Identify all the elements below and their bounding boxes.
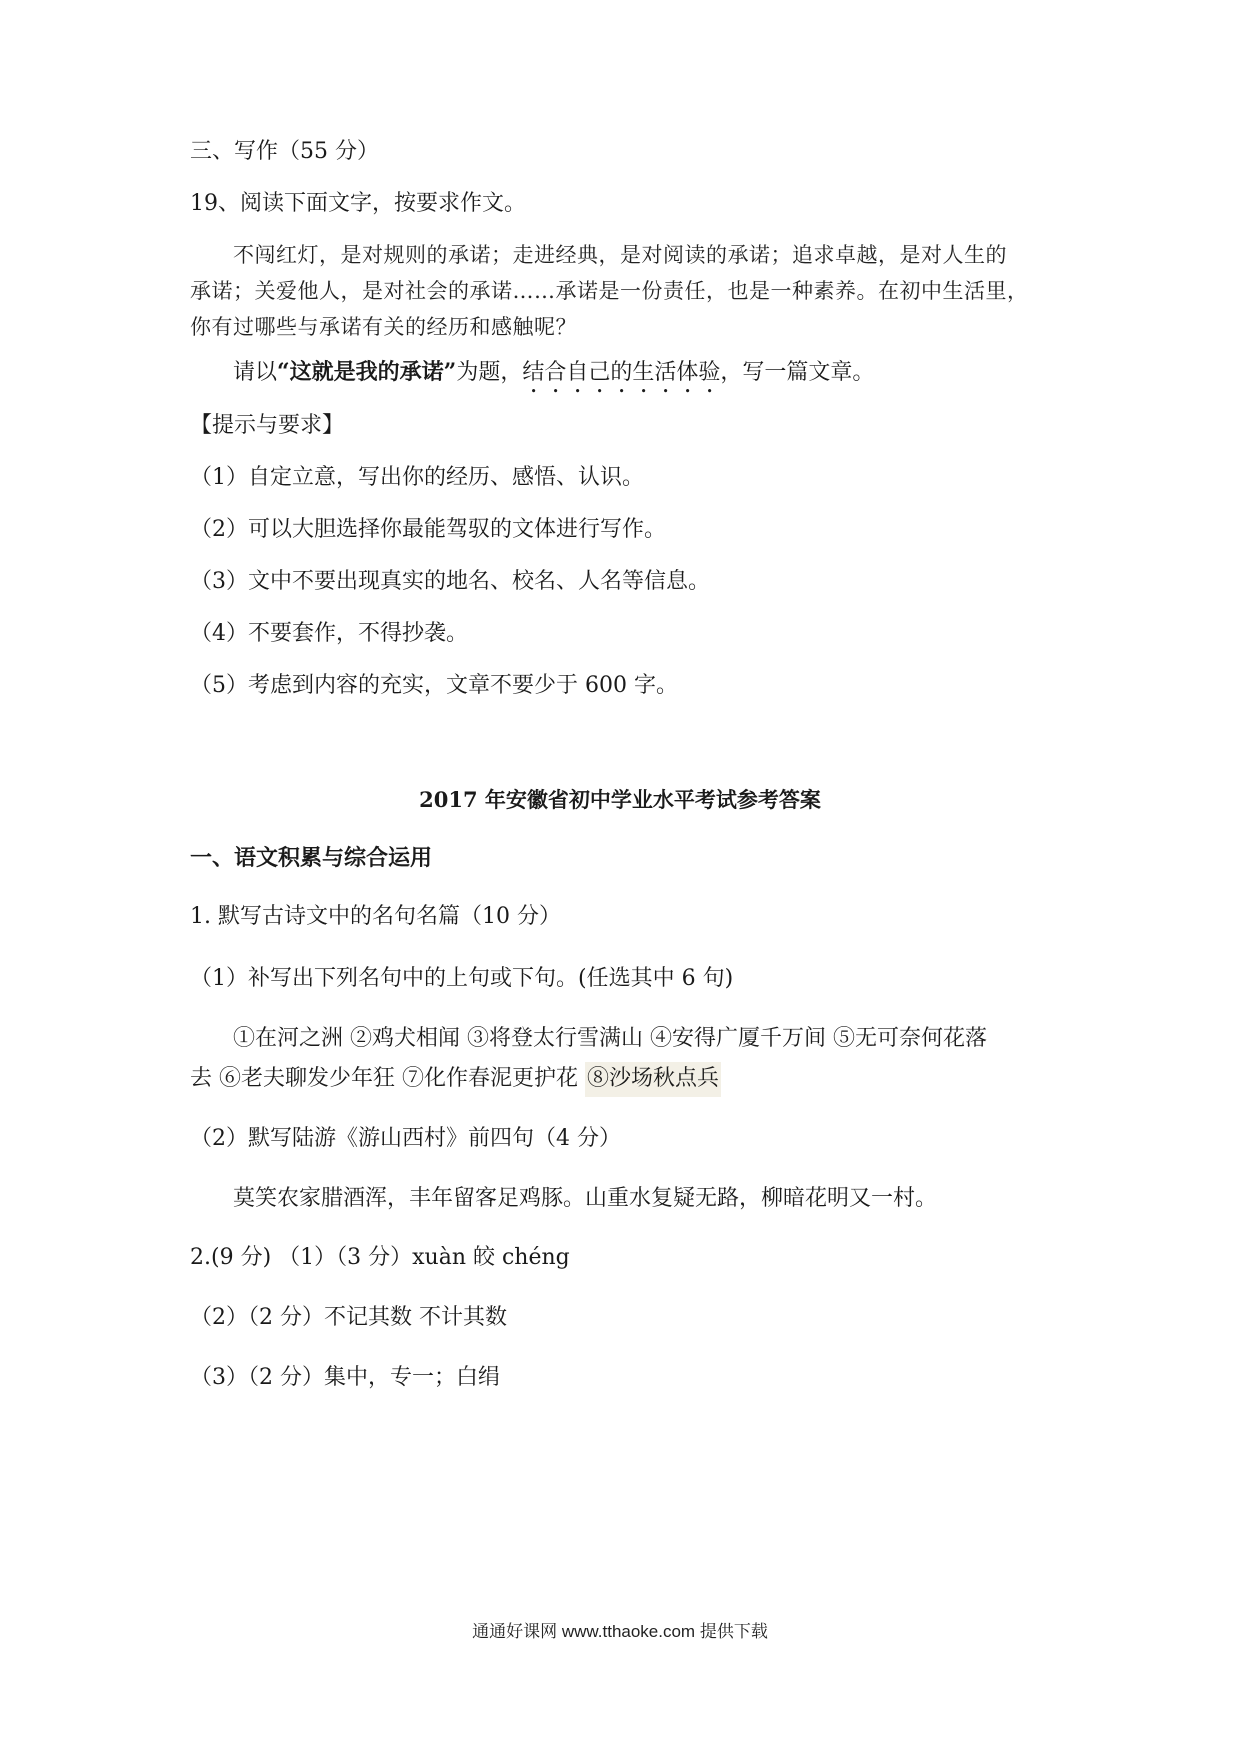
- prompt-line-2: 承诺；关爱他人，是对社会的承诺……承诺是一份责任，也是一种素养。在初中生活里，: [190, 279, 1029, 303]
- hint-item: （4）不要套作，不得抄袭。: [190, 621, 468, 646]
- hint-item: （1）自定立意，写出你的经历、感悟、认识。: [190, 465, 644, 490]
- q1-sub2-answer: 莫笑农家腊酒浑，丰年留客足鸡豚。山重水复疑无路，柳暗花明又一村。: [233, 1186, 938, 1211]
- writing-task: [233, 357, 874, 398]
- q1-sub2: （2）默写陆游《游山西村》前四句（4 分）: [190, 1126, 621, 1151]
- q1-sub1: （1）补写出下列名句中的上句或下句。(任选其中 6 句): [190, 966, 734, 991]
- task-title: “这就是我的承诺”: [277, 359, 457, 385]
- q1-title: 1. 默写古诗文中的名句名篇（10 分）: [190, 904, 561, 929]
- hints-title: 【提示与要求】: [190, 413, 345, 438]
- answers-title: 2017 年安徽省初中学业水平考试参考答案: [419, 787, 821, 812]
- task-mid: 为题，: [456, 360, 523, 385]
- q2-line-3: （3）（2 分）集中，专一；白绢: [190, 1365, 500, 1390]
- task-prefix: 请以: [233, 360, 278, 385]
- task-emphasis: 结合自己的生活体验: [522, 360, 721, 385]
- prompt-line-3: 你有过哪些与承诺有关的经历和感触呢？: [190, 315, 577, 339]
- answers-section-1: 一、语文积累与综合运用: [190, 845, 433, 871]
- q1-answer-line-1: ①在河之洲 ②鸡犬相闻 ③将登太行雪满山 ④安得广厦千万间 ⑤无可奈何花落: [233, 1026, 987, 1051]
- q2-line-2: （2）（2 分）不记其数 不计其数: [190, 1305, 507, 1330]
- q1-answer-highlight: ⑧沙场秋点兵: [585, 1062, 721, 1097]
- task-suffix: ，写一篇文章。: [720, 360, 875, 385]
- hint-item: （5）考虑到内容的充实，文章不要少于 600 字。: [190, 673, 678, 698]
- writing-section-title: 三、写作（55 分）: [190, 139, 379, 164]
- q1-answer-line-2: [190, 1064, 721, 1094]
- question-19: 19、阅读下面文字，按要求作文。: [190, 191, 526, 216]
- q2-line-1: 2.(9 分) （1）（3 分）xuàn 皎 chéng: [190, 1245, 570, 1270]
- hint-item: （3）文中不要出现真实的地名、校名、人名等信息。: [190, 569, 710, 594]
- footer-source: 通通好课网 www.tthaoke.com 提供下载: [472, 1622, 768, 1641]
- prompt-line-1: 不闯红灯，是对规则的承诺；走进经典，是对阅读的承诺；追求卓越，是对人生的: [233, 243, 1007, 267]
- hint-item: （2）可以大胆选择你最能驾驭的文体进行写作。: [190, 517, 666, 542]
- q1-answer-line-2a: 去 ⑥老夫聊发少年狂 ⑦化作春泥更护花: [190, 1066, 585, 1091]
